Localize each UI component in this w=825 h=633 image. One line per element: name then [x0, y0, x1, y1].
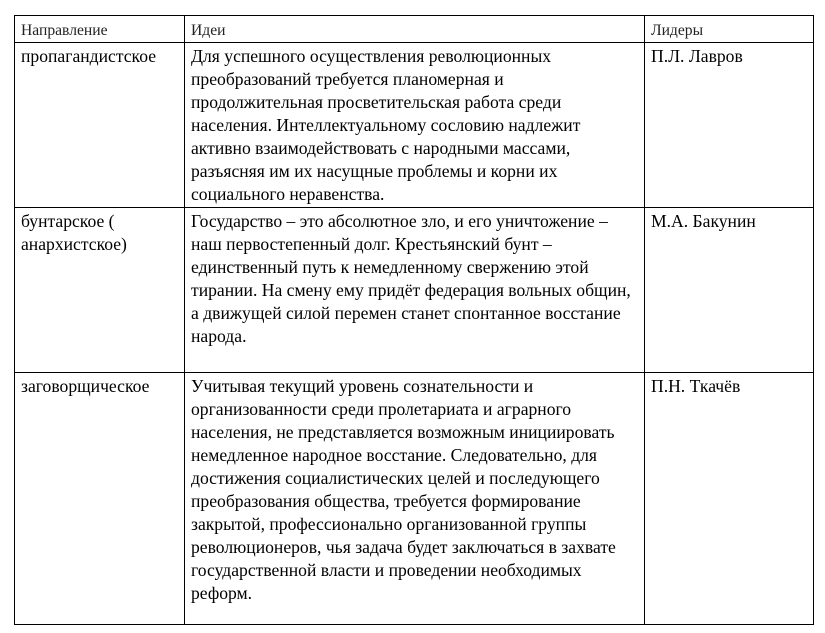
cell-ideas — [185, 208, 645, 373]
table-row — [15, 208, 814, 373]
cell-direction: пропагандистское — [15, 43, 185, 208]
cell-ideas — [185, 43, 645, 208]
table-row — [15, 43, 814, 208]
cell-leaders: М.А. Бакунин — [645, 208, 814, 373]
cell-direction: бунтарское ( анархистское) — [15, 208, 185, 373]
ideas-text: Учитывая текущий уровень сознательности и организованности среди пролетариата и аграрного населения, не представляется возможным инициировать немедленное народное восстание. Следовательно, для достижения социалистических целей и последующего преобразования общества, требуется формирование закрытой, профессионально организованной группы революционеров, чья задача будет заключаться в захвате государственной власти и проведении необходимых реформ. — [191, 376, 616, 603]
cell-direction: заговорщическое — [15, 373, 185, 625]
header-ideas: Идеи — [185, 16, 645, 43]
movements-table — [14, 15, 814, 625]
table-header-row — [15, 16, 814, 43]
cell-leaders: П.Н. Ткачёв — [645, 373, 814, 625]
ideas-text: Для успешного осуществления революционных преобразований требуется планомерная и продолжительная просветительская работа среди населения. Интеллектуальному сословию надлежит активно взаимодействовать с народными массами, разъясняя им их насущные проблемы и корни их социального неравенства. — [191, 46, 581, 204]
document-page — [14, 15, 814, 625]
header-leaders: Лидеры — [645, 16, 814, 43]
cell-ideas — [185, 373, 645, 625]
table-row — [15, 373, 814, 625]
ideas-text: Государство – это абсолютное зло, и его уничтожение – наш первостепенный долг. Крестьянский бунт – единственный путь к немедленному свержению этой тирании. На смену ему придёт федерация вольных общин, а движущей силой перемен станет спонтанное восстание народа. — [191, 211, 631, 346]
header-direction: Направление — [15, 16, 185, 43]
cell-leaders: П.Л. Лавров — [645, 43, 814, 208]
